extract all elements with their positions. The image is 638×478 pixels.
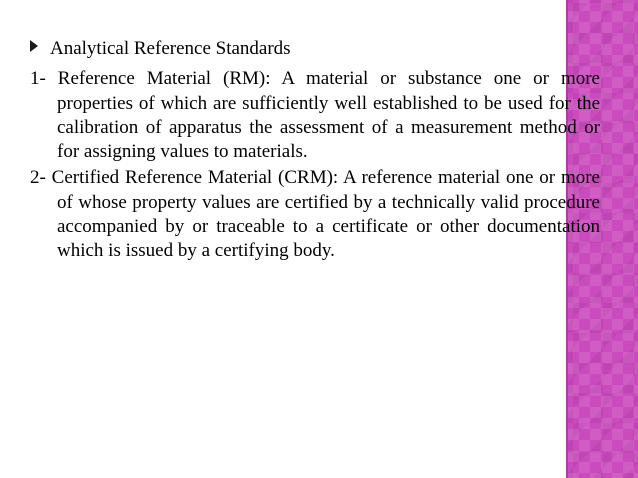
paragraph-reference-material: 1- Reference Material (RM): A material or substance one or more properties of which are sufficiently well established to be used for the calibration of apparatus the assessment of a measurement method or for assigning values to materials.: [30, 68, 600, 163]
slide-content: [30, 37, 600, 266]
paragraph-certified-reference-material: 2- Certified Reference Material (CRM): A reference material one or more of whose property values are certified by a technically valid procedure accompanied by or traceable to a certificate or other documentation which is issued by a certifying body.: [30, 167, 600, 262]
slide-heading: Analytical Reference Standards: [50, 38, 291, 59]
arrow-bullet-icon: [30, 40, 38, 52]
heading-line: [30, 37, 600, 61]
